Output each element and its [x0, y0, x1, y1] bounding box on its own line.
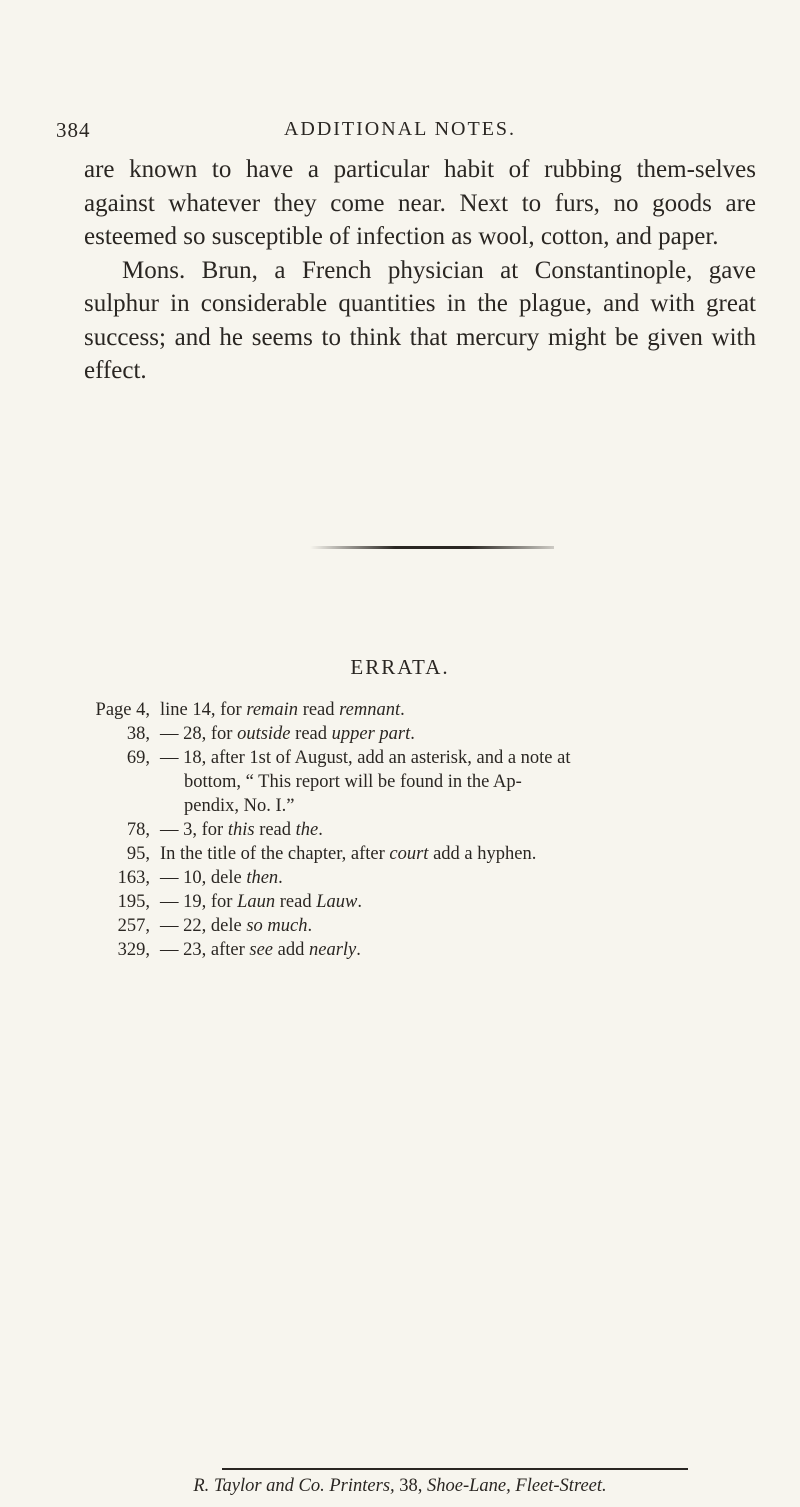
errata-list [72, 698, 762, 962]
errata-page: Page 4, [95, 700, 150, 720]
running-head: ADDITIONAL NOTES. [283, 118, 517, 140]
errata-page: 95, [126, 844, 150, 864]
errata-line: — 28, [160, 724, 207, 744]
paragraph-1: are known to have a particular habit of rubbing them-selves against whatever they come near. Next to furs, no goods are esteemed so susceptible of infection as wool, cotton, and paper. [84, 156, 756, 250]
section-divider [310, 546, 554, 549]
errata-entry: 329, — 23, after see add nearly. [72, 938, 762, 962]
imprint-rule [222, 1468, 688, 1470]
errata-page: 163, [117, 868, 150, 888]
errata-page: 38, [126, 724, 150, 744]
errata-page: 69, [126, 748, 150, 768]
errata-entry: 78, — 3, for this read the. [72, 818, 762, 842]
errata-line: line 14, [160, 700, 216, 720]
errata-entry: 95, In the title of the chapter, after court add a hyphen. [72, 842, 762, 866]
errata-page: 257, [117, 916, 150, 936]
errata-entry: Page 4, line 14, for remain read remnant. [72, 698, 762, 722]
errata-line: — 23, [160, 940, 207, 960]
errata-entry: 38, — 28, for outside read upper part. [72, 722, 762, 746]
body-text [84, 153, 756, 388]
errata-line: — 18, [160, 748, 207, 768]
errata-entry: 163, — 10, dele then. [72, 866, 762, 890]
page-number: 384 [56, 118, 91, 142]
printer-imprint: R. Taylor and Co. Printers, 38, Shoe-Lane, Fleet-Street. [193, 1476, 607, 1496]
errata-title: ERRATA. [350, 655, 450, 679]
errata-entry: 69, — 18, after 1st of August, add an asterisk, and a note at bottom, “ This report will be found in the Ap- pendix, No. I.” [72, 746, 762, 818]
errata-line: — 10, [160, 868, 207, 888]
errata-line: — 22, [160, 916, 207, 936]
errata-entry: 195, — 19, for Laun read Lauw. [72, 890, 762, 914]
page-header [0, 118, 800, 148]
errata-page: 195, [117, 892, 150, 912]
errata-page: 329, [117, 940, 150, 960]
errata-page: 78, [126, 820, 150, 840]
errata-line: — 3, [160, 820, 197, 840]
paragraph-2: Mons. Brun, a French physician at Constantinople, gave sulphur in considerable quantities in the plague, and with great success; and he seems to think that mercury might be given with effect. [84, 256, 756, 384]
errata-entry: 257, — 22, dele so much. [72, 914, 762, 938]
errata-line: — 19, [160, 892, 207, 912]
